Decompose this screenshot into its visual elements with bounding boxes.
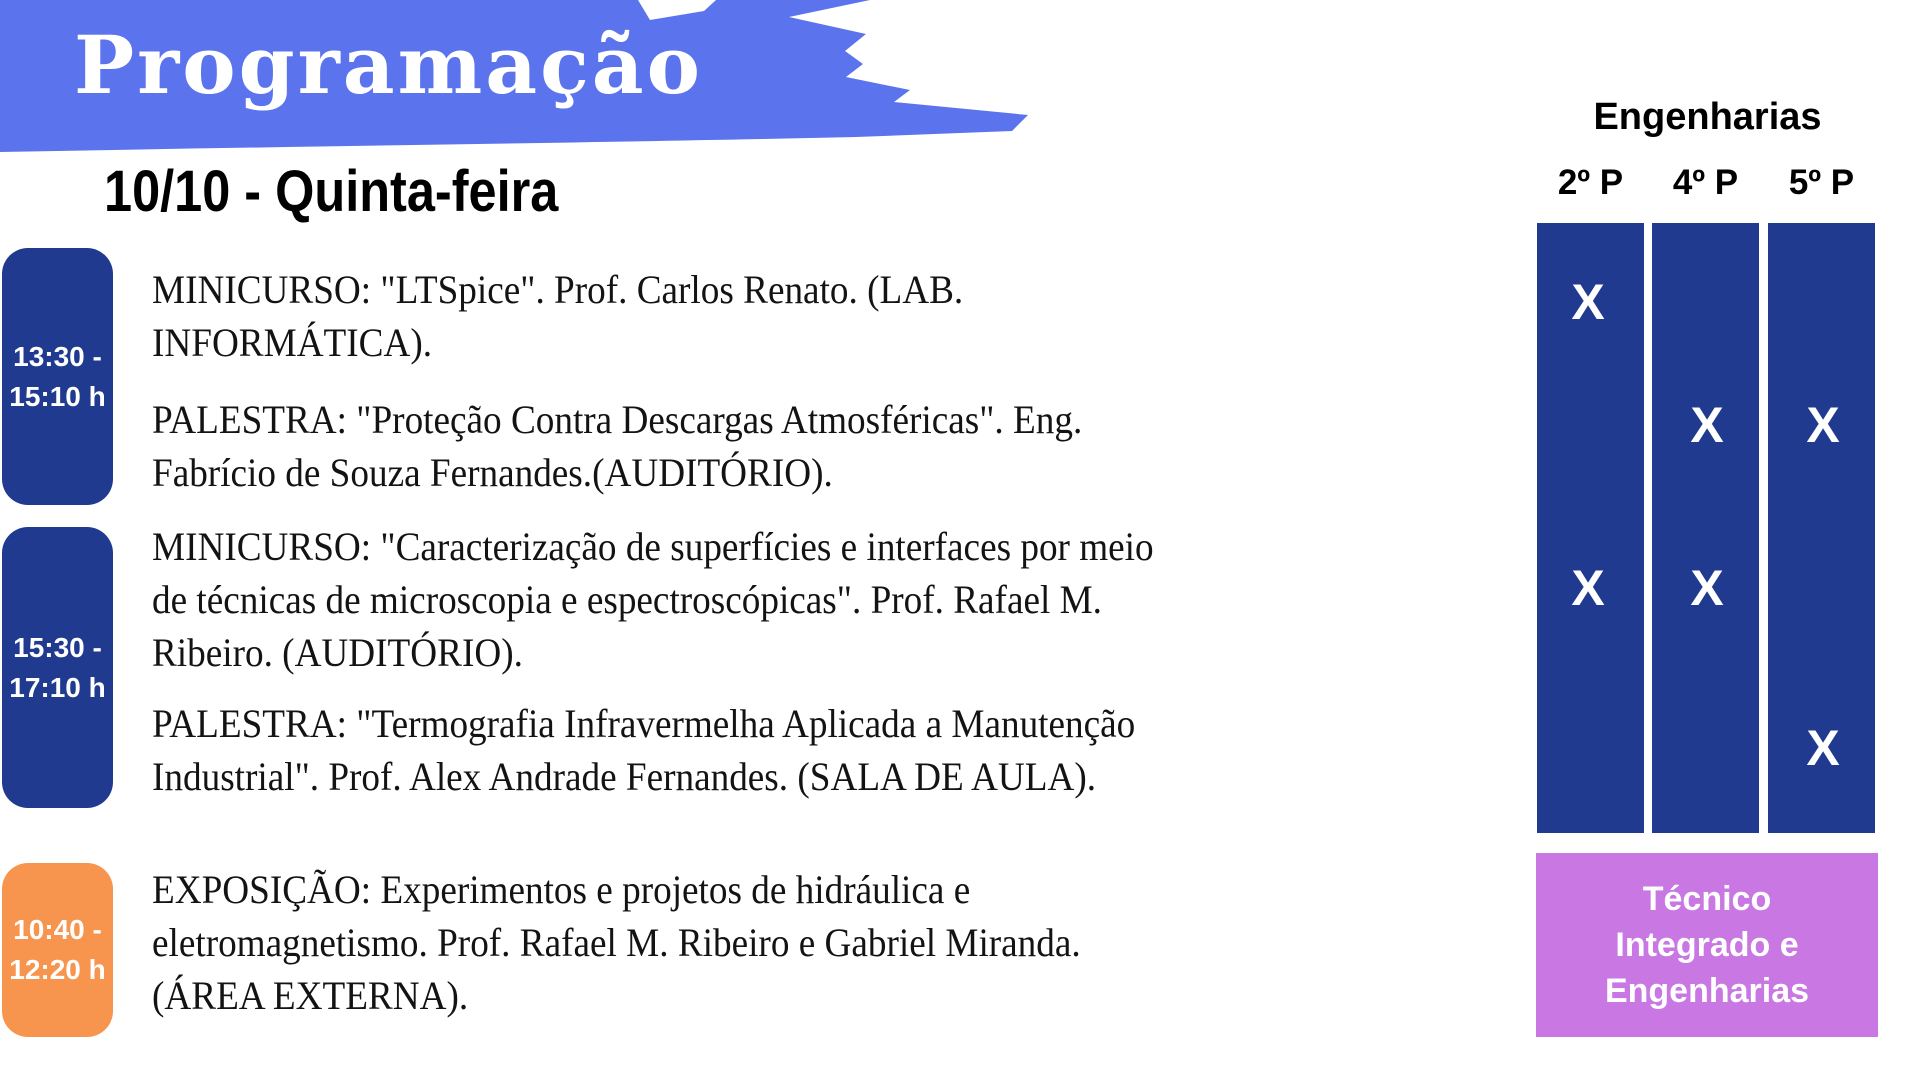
grid-column-header-2p: 2º P: [1557, 163, 1624, 202]
time-label-line: 10:40 -: [13, 914, 102, 945]
event-line: PALESTRA: "Proteção Contra Descargas Atmosféricas". Eng.: [152, 397, 1083, 442]
mark-x-row2-col5p: X: [1806, 397, 1840, 453]
footer-audience-box: [1536, 853, 1878, 1037]
session-time-block-1530: [2, 527, 113, 808]
page-title: Programação: [74, 18, 703, 112]
mark-x-row1-col2p: X: [1571, 274, 1605, 330]
mark-x-row3-col2p: X: [1571, 560, 1605, 616]
time-label-line: 13:30 -: [13, 340, 102, 372]
event-line: (ÁREA EXTERNA).: [152, 973, 469, 1018]
session-time-block-1040: [2, 863, 113, 1037]
event-line: INFORMÁTICA).: [152, 320, 433, 365]
grid-column-header-5p: 5º P: [1788, 163, 1855, 202]
event-line: MINICURSO: "Caracterização de superfícies e interfaces por meio: [152, 524, 1154, 569]
event-paragraph-exposicao: [152, 863, 1081, 1022]
event-line: PALESTRA: "Termografia Infravermelha Aplicada a Manutenção: [152, 701, 1136, 746]
mark-x-row2-col4p: X: [1690, 397, 1724, 453]
event-paragraph-minicurso-ltspice: [152, 263, 963, 369]
time-label-line: 15:10 h: [9, 380, 106, 412]
event-line: EXPOSIÇÃO: Experimentos e projetos de hidráulica e: [152, 867, 971, 912]
event-line: de técnicas de microscopia e espectroscópicas". Prof. Rafael M.: [152, 577, 1102, 622]
session-time-block-1330: [2, 248, 113, 505]
event-line: Ribeiro. (AUDITÓRIO).: [152, 630, 523, 675]
grid-column-header-4p: 4º P: [1672, 163, 1739, 202]
time-label-line: 17:10 h: [9, 671, 106, 703]
event-paragraph-palestra-descargas: [152, 393, 1082, 499]
event-paragraph-minicurso-caracterizacao: [152, 520, 1154, 679]
event-line: MINICURSO: "LTSpice". Prof. Carlos Renato. (LAB.: [152, 267, 964, 312]
event-line: Industrial". Prof. Alex Andrade Fernandes. (SALA DE AULA).: [152, 754, 1097, 799]
footer-line: Técnico: [1642, 880, 1772, 918]
event-paragraph-palestra-termografia: [152, 697, 1135, 803]
time-label-line: 15:30 -: [13, 631, 102, 663]
grid-column-4p: [1652, 223, 1759, 833]
time-label-line: 12:20 h: [9, 954, 106, 985]
grid-title: Engenharias: [1593, 96, 1822, 138]
date-heading: 10/10 - Quinta-feira: [104, 159, 559, 224]
banner: [0, 0, 1040, 160]
footer-line: Engenharias: [1604, 972, 1810, 1010]
event-line: Fabrício de Souza Fernandes.(AUDITÓRIO).: [152, 450, 833, 495]
event-line: eletromagnetismo. Prof. Rafael M. Ribeiro e Gabriel Miranda.: [152, 920, 1081, 965]
mark-x-row3-col4p: X: [1690, 560, 1724, 616]
mark-x-row4-col5p: X: [1806, 720, 1840, 776]
footer-line: Integrado e: [1615, 926, 1799, 964]
